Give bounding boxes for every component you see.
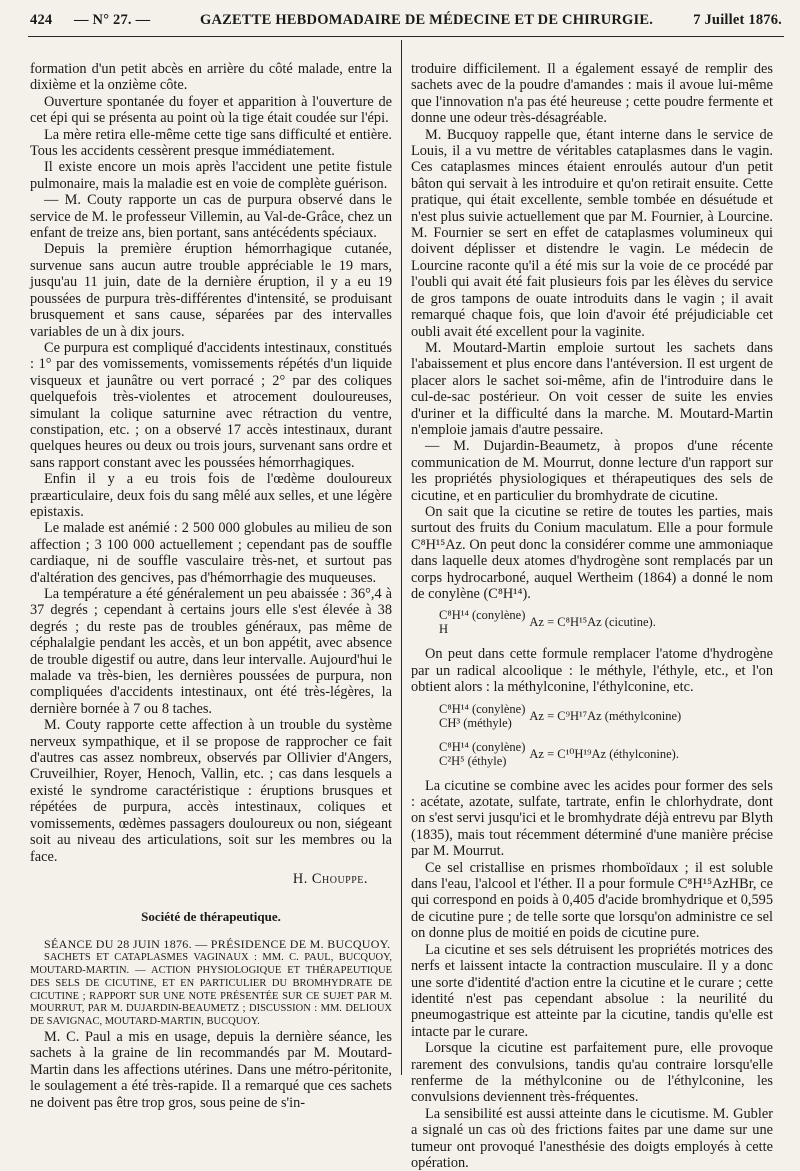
left-column (30, 61, 392, 1111)
formula-result: Az = C¹⁰H¹⁹Az (éthylconine). (529, 746, 679, 761)
chemical-formula-cicutine (439, 608, 773, 636)
formula-bottom: C²H⁵ (éthyle) (439, 753, 507, 768)
paragraph: La mère retira elle-même cette tige sans difficulté et entière. Tous les accidents cessèrent presque immédiatement. (30, 126, 392, 160)
column-divider (401, 40, 402, 1075)
paragraph: formation d'un petit abcès en arrière du côté malade, entre la dixième et la onzième côte. (30, 61, 392, 94)
issue-date: 7 Juillet 1876. (693, 12, 782, 28)
page-header (30, 8, 782, 34)
paragraph: On peut dans cette formule remplacer l'atome d'hydrogène par un radical alcoolique : le méthyle, l'éthyle, etc., et l'on obtient alors : la méthylconine, l'éthylconine, etc. (411, 646, 773, 696)
paragraph: Depuis la première éruption hémorrhagique cutanée, survenue sans aucun autre trouble appréciable le 19 mars, jusqu'au 11 juin, date de la dernière éruption, il y a eu 19 poussées de purpura très-différentes d'intensité, se produisant brusquement et sans cause, séparées par des intervalles variables de un à dix jours. (30, 241, 392, 340)
paragraph: Ce purpura est compliqué d'accidents intestinaux, constitués : 1° par des vomissements, vomissements répétés d'un liquide visqueux et jaunâtre ou vert porracé ; 2° par des coliques quelquefois très-violentes et atrocement douloureuses, simulant la colique saturnine avec rétraction du ventre, constipation, etc. ; on a observé 17 accès intestinaux, durant quelques heures ou deux ou trois jours, survenant sans ordre et sans rapport constant avec les poussées hémorrhagiques. (30, 339, 392, 471)
paragraph: — M. Couty rapporte un cas de purpura observé dans le service de M. le professeur Villemin, au Val-de-Grâce, chez un enfant de treize ans, bien portant, sans antécédents spéciaux. (30, 192, 392, 242)
author-signature: H. Chouppe. (292, 870, 368, 887)
right-column (411, 61, 773, 1171)
paragraph: Ce sel cristallise en prismes rhomboïdaux ; il est soluble dans l'eau, l'alcool et l'éther. Il a pour formule C⁸H¹⁵AzHBr, ce qui correspond en poids à 0,405 d'acide bromhydrique et 0,595 de cicutine pure ; de telle sorte que lorsqu'on administre ce sel on donne plus de moitié en poids de cicutine pure. (411, 859, 773, 942)
paragraph: Lorsque la cicutine est parfaitement pure, elle provoque rarement des convulsions, tandis qu'au contraire lorsqu'elle renferme de la méthylconine ou de l'éthylconine, les convulsions deviennent très-fréquentes. (411, 1040, 773, 1106)
paragraph: M. Couty rapporte cette affection à un trouble du système nerveux sympathique, et il se propose de rapprocher ce fait d'autres cas assez nombreux, observés par Ollivier d'Angers, Cruveilhier, Royer, Henoch, Vallin, etc. ; cas dans lesquels a existé le syndrome caractéristique : éruptions brusques et répétées de purpura, accès intestinaux, coliques et vomissements, œdèmes passagers douloureux ou non, siégeant soit au niveau des articulations, soit sur les membres ou la face. (30, 717, 392, 865)
page-number: 424 (30, 12, 53, 28)
paragraph: La cicutine se combine avec les acides pour former des sels : acétate, azotate, sulfate, tartrate, enfin le chlorhydrate, dont on s'est servi jusqu'ici et le bromhydrate déjà entrevu par Blyth (1835), mais tout récemment déterminé d'une manière précise par M. Mourrut. (411, 777, 773, 860)
chemical-formula-ethylconine (439, 740, 773, 768)
paragraph: M. Moutard-Martin emploie surtout les sachets dans l'abaissement et plus encore dans l'antéversion. Il est urgent de placer alors le sachet soi-même, afin de l'introduire dans le cul-de-sac postérieur. On voit cesser de suite les envies d'uriner et la difficulté dans la marche. M. Moutard-Martin n'emploie jamais d'autre pessaire. (411, 339, 773, 438)
header-rule (28, 36, 784, 37)
formula-top: C⁸H¹⁴ (conylène) (439, 739, 526, 754)
paragraph: La sensibilité est aussi atteinte dans le cicutisme. M. Gubler a signalé un cas où des frictions faites par une dame sur une tumeur ont provoqué l'anesthésie des doigts employés à cette opération. (411, 1105, 773, 1171)
paragraph: troduire difficilement. Il a également essayé de remplir des sachets avec de la poudre d'amandes : mais il avoue lui-même que l'innovation n'a pas été heureuse ; cette poudre fermente et donne une odeur très-désagréable. (411, 61, 773, 127)
paragraph: On sait que la cicutine se retire de toutes les parties, mais surtout des fruits du Conium maculatum. Elle a pour formule C⁸H¹⁵Az. On peut donc la considérer comme une ammoniaque dans laquelle deux atomes d'hydrogène sont remplacés par un corps hydrocarboné, auquel Wertheim (1864) a donné le nom de conylène (C⁸H¹⁴). (411, 503, 773, 602)
chemical-formula-methylconine (439, 702, 773, 730)
paragraph: M. C. Paul a mis en usage, depuis la dernière séance, les sachets à la graine de lin recommandés par M. Moutard-Martin dans les affections utérines. Dans une métro-péritonite, le soulagement a été très-rapide. Il a remarqué que ces sachets ne doivent pas être trop gros, sous peine de s'in- (30, 1028, 392, 1111)
formula-top: C⁸H¹⁴ (conylène) (439, 701, 526, 716)
paragraph: Il existe encore un mois après l'accident une petite fistule pulmonaire, mais la maladie est en voie de complète guérison. (30, 159, 392, 192)
formula-top: C⁸H¹⁴ (conylène) (439, 608, 526, 623)
session-summary: SACHETS ET CATAPLASMES VAGINAUX : MM. C. PAUL, BUCQUOY, MOUTARD-MARTIN. — ACTION PHYSIOLOGIQUE ET THÉRAPEUTIQUE DES SELS DE CICUTINE, ET EN PARTICULIER DU BROMHYDRATE DE CICUTINE ; RAPPORT SUR UNE NOTE PRÉSENTÉE SUR CE SUJET PAR M. MOURRUT, PAR M. DUJARDIN-BEAUMETZ ; DISCUSSION : MM. DELIOUX DE SAVIGNAC, MOUTARD-MARTIN, BUCQUOY. (30, 952, 392, 1028)
formula-bottom: CH³ (méthyle) (439, 715, 512, 730)
paragraph: Ouverture spontanée du foyer et apparition à l'ouverture de cet épi qui se présenta au point où la tige était coudée sur l'épi. (30, 93, 392, 127)
journal-title: GAZETTE HEBDOMADAIRE DE MÉDECINE ET DE CHIRURGIE. (200, 12, 654, 28)
section-heading: Société de thérapeutique. (141, 909, 281, 925)
paragraph: La température a été généralement un peu abaissée : 36°,4 à 37 degrés ; cependant à certains jours elle s'est élevée à 38 degrés ; du reste pas de troubles généraux, pas même de céphalalgie pendant les accès, et un bon appétit, avec absence de trouble digestif ou autre, dans leur intervalle. Aujourd'hui le malade va très-bien, les dernières poussées de purpura, non compliquées d'accidents intestinaux, ont été très-légères, la dernière bornée à 7 ou 8 taches. (30, 586, 392, 717)
formula-bottom: H (439, 622, 449, 637)
formula-result: Az = C⁹H¹⁷Az (méthylconine) (529, 708, 682, 723)
paragraph: M. Bucquoy rappelle que, étant interne dans le service de Louis, il a vu mettre de véritables cataplasmes dans le vagin. Ces cataplasmes minces étaient enroulés autour d'un petit bâton qui servait à les introduire et qu'on retirait ensuite. Cette pratique, qui était excellente, semble tombée en désuétude et n'est plus suivie actuellement que par M. Fournier, à Lourcine. M. Fournier se sert en effet de cataplasmes volumineux qui doivent déplisser et distendre le vagin. Le médecin de Lourcine raconte qu'il a été mis sur la voie de ce procédé par l'oubli qui avait été fait plusieurs fois par les élèves du service de gros tampons de ouate introduits dans le vagin ; il avait remarqué chaque fois, que loin d'avoir été préjudiciable cet oubli avait été excellent pour la vaginite. (411, 126, 773, 340)
formula-result: Az = C⁸H¹⁵Az (cicutine). (529, 615, 656, 630)
seance-heading: SÉANCE DU 28 JUIN 1876. — PRÉSIDENCE DE M. BUCQUOY. (44, 936, 391, 951)
paragraph: Enfin il y a eu trois fois de l'œdème douloureux præarticulaire, deux fois du sang mêlé aux selles, et une légère epistaxis. (30, 471, 392, 520)
issue-number: — N° 27. — (74, 12, 151, 28)
paragraph: Le malade est anémié : 2 500 000 globules au milieu de son affection ; 3 100 000 actuellement ; cependant pas de souffle cardiaque, ni de souffle vasculaire très-net, et surtout pas d'altération des gencives, pas d'hémorrhagie des muqueuses. (30, 520, 392, 586)
paragraph: — M. Dujardin-Beaumetz, à propos d'une récente communication de M. Mourrut, donne lecture d'un rapport sur les propriétés physiologiques et thérapeutiques des sels de cicutine, et en particulier du bromhydrate de cicutine. (411, 438, 773, 504)
paragraph: La cicutine et ses sels détruisent les propriétés motrices des nerfs et laissent intacte la contraction musculaire. Il y a donc une sorte d'identité d'action entre la cicutine et le curare ; cette identité n'est pas cependant absolue : la neurilité du pneumogastrique est atteinte par la cicutine, tandis qu'elle est intacte par le curare. (411, 941, 773, 1040)
